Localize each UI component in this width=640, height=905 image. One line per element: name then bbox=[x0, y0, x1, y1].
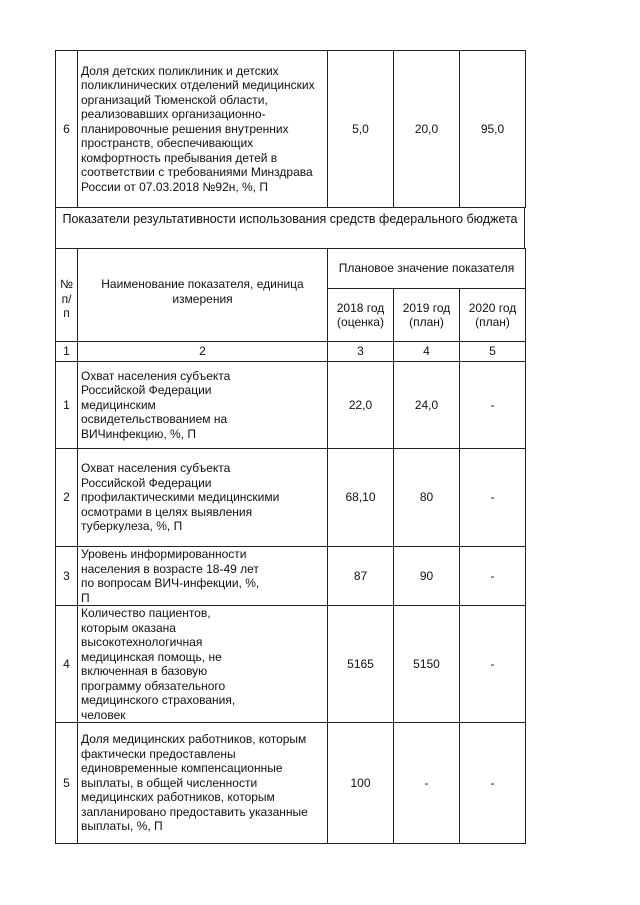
value-2019: - bbox=[394, 723, 460, 844]
value-2018: 5165 bbox=[328, 606, 394, 723]
indicator-name: Доля медицинских работников, которым фактически предоставлены единовременные компенсационные выплаты, в общей численности медицинских работников, которым запланировано предоставить указанные выплаты, %, П bbox=[78, 723, 328, 844]
value-2018: 100 bbox=[328, 723, 394, 844]
table-row bbox=[56, 51, 526, 208]
value-2019: 80 bbox=[394, 449, 460, 547]
value-2020: - bbox=[460, 362, 526, 449]
row-number: 2 bbox=[56, 449, 78, 547]
indicator-name: Охват населения субъекта Российской Федерации профилактическими медицинскими осмотрами в целях выявления туберкулеза, %, П bbox=[78, 449, 328, 547]
indicator-table bbox=[55, 248, 526, 844]
header-row bbox=[56, 249, 526, 289]
col-index: 4 bbox=[394, 342, 460, 362]
value-2019: 24,0 bbox=[394, 362, 460, 449]
value-2019: 90 bbox=[394, 547, 460, 606]
table-row bbox=[56, 449, 526, 547]
indicator-name: Доля детских поликлиник и детских поликлинических отделений медицинских организаций Тюменской области, реализовавших организационно-планировочные решения внутренних пространств, обеспечивающих комфортность пребывания детей в соответствии с требованиями Минздрава России от 07.03.2018 №92н, %, П bbox=[78, 51, 328, 208]
value-2018: 22,0 bbox=[328, 362, 394, 449]
row-number: 1 bbox=[56, 362, 78, 449]
table-row bbox=[56, 723, 526, 844]
col-index: 1 bbox=[56, 342, 78, 362]
table-row bbox=[56, 606, 526, 723]
value-2020: - bbox=[460, 606, 526, 723]
column-number-row bbox=[56, 342, 526, 362]
indicator-name: Количество пациентов, которым оказана высокотехнологичная медицинская помощь, не включенная в базовую программу обязательного медицинского страхования, человек bbox=[78, 606, 328, 723]
row-number: 6 bbox=[56, 51, 78, 208]
indicator-table-top bbox=[55, 50, 526, 208]
header-2020: 2020 год (план) bbox=[460, 289, 526, 342]
value-2020: - bbox=[460, 547, 526, 606]
col-index: 5 bbox=[460, 342, 526, 362]
row-number: 3 bbox=[56, 547, 78, 606]
table-row bbox=[56, 362, 526, 449]
col-index: 3 bbox=[328, 342, 394, 362]
header-plan: Плановое значение показателя bbox=[328, 249, 526, 289]
value-2018: 87 bbox=[328, 547, 394, 606]
value-2019: 5150 bbox=[394, 606, 460, 723]
table-row bbox=[56, 547, 526, 606]
value-2019: 20,0 bbox=[394, 51, 460, 208]
header-2018: 2018 год (оценка) bbox=[328, 289, 394, 342]
row-number: 5 bbox=[56, 723, 78, 844]
value-2020: 95,0 bbox=[460, 51, 526, 208]
section-title: Показатели результативности использования средств федерального бюджета bbox=[55, 207, 525, 248]
value-2020: - bbox=[460, 449, 526, 547]
value-2020: - bbox=[460, 723, 526, 844]
header-name: Наименование показателя, единица измерения bbox=[78, 249, 328, 342]
header-2019: 2019 год (план) bbox=[394, 289, 460, 342]
row-number: 4 bbox=[56, 606, 78, 723]
value-2018: 5,0 bbox=[328, 51, 394, 208]
indicator-name: Охват населения субъекта Российской Федерации медицинским освидетельствованием на ВИЧинфекцию, %, П bbox=[78, 362, 328, 449]
col-index: 2 bbox=[78, 342, 328, 362]
value-2018: 68,10 bbox=[328, 449, 394, 547]
indicator-name: Уровень информированности населения в возрасте 18-49 лет по вопросам ВИЧ-инфекции, %, П bbox=[78, 547, 328, 606]
header-num: № п/п bbox=[56, 249, 78, 342]
